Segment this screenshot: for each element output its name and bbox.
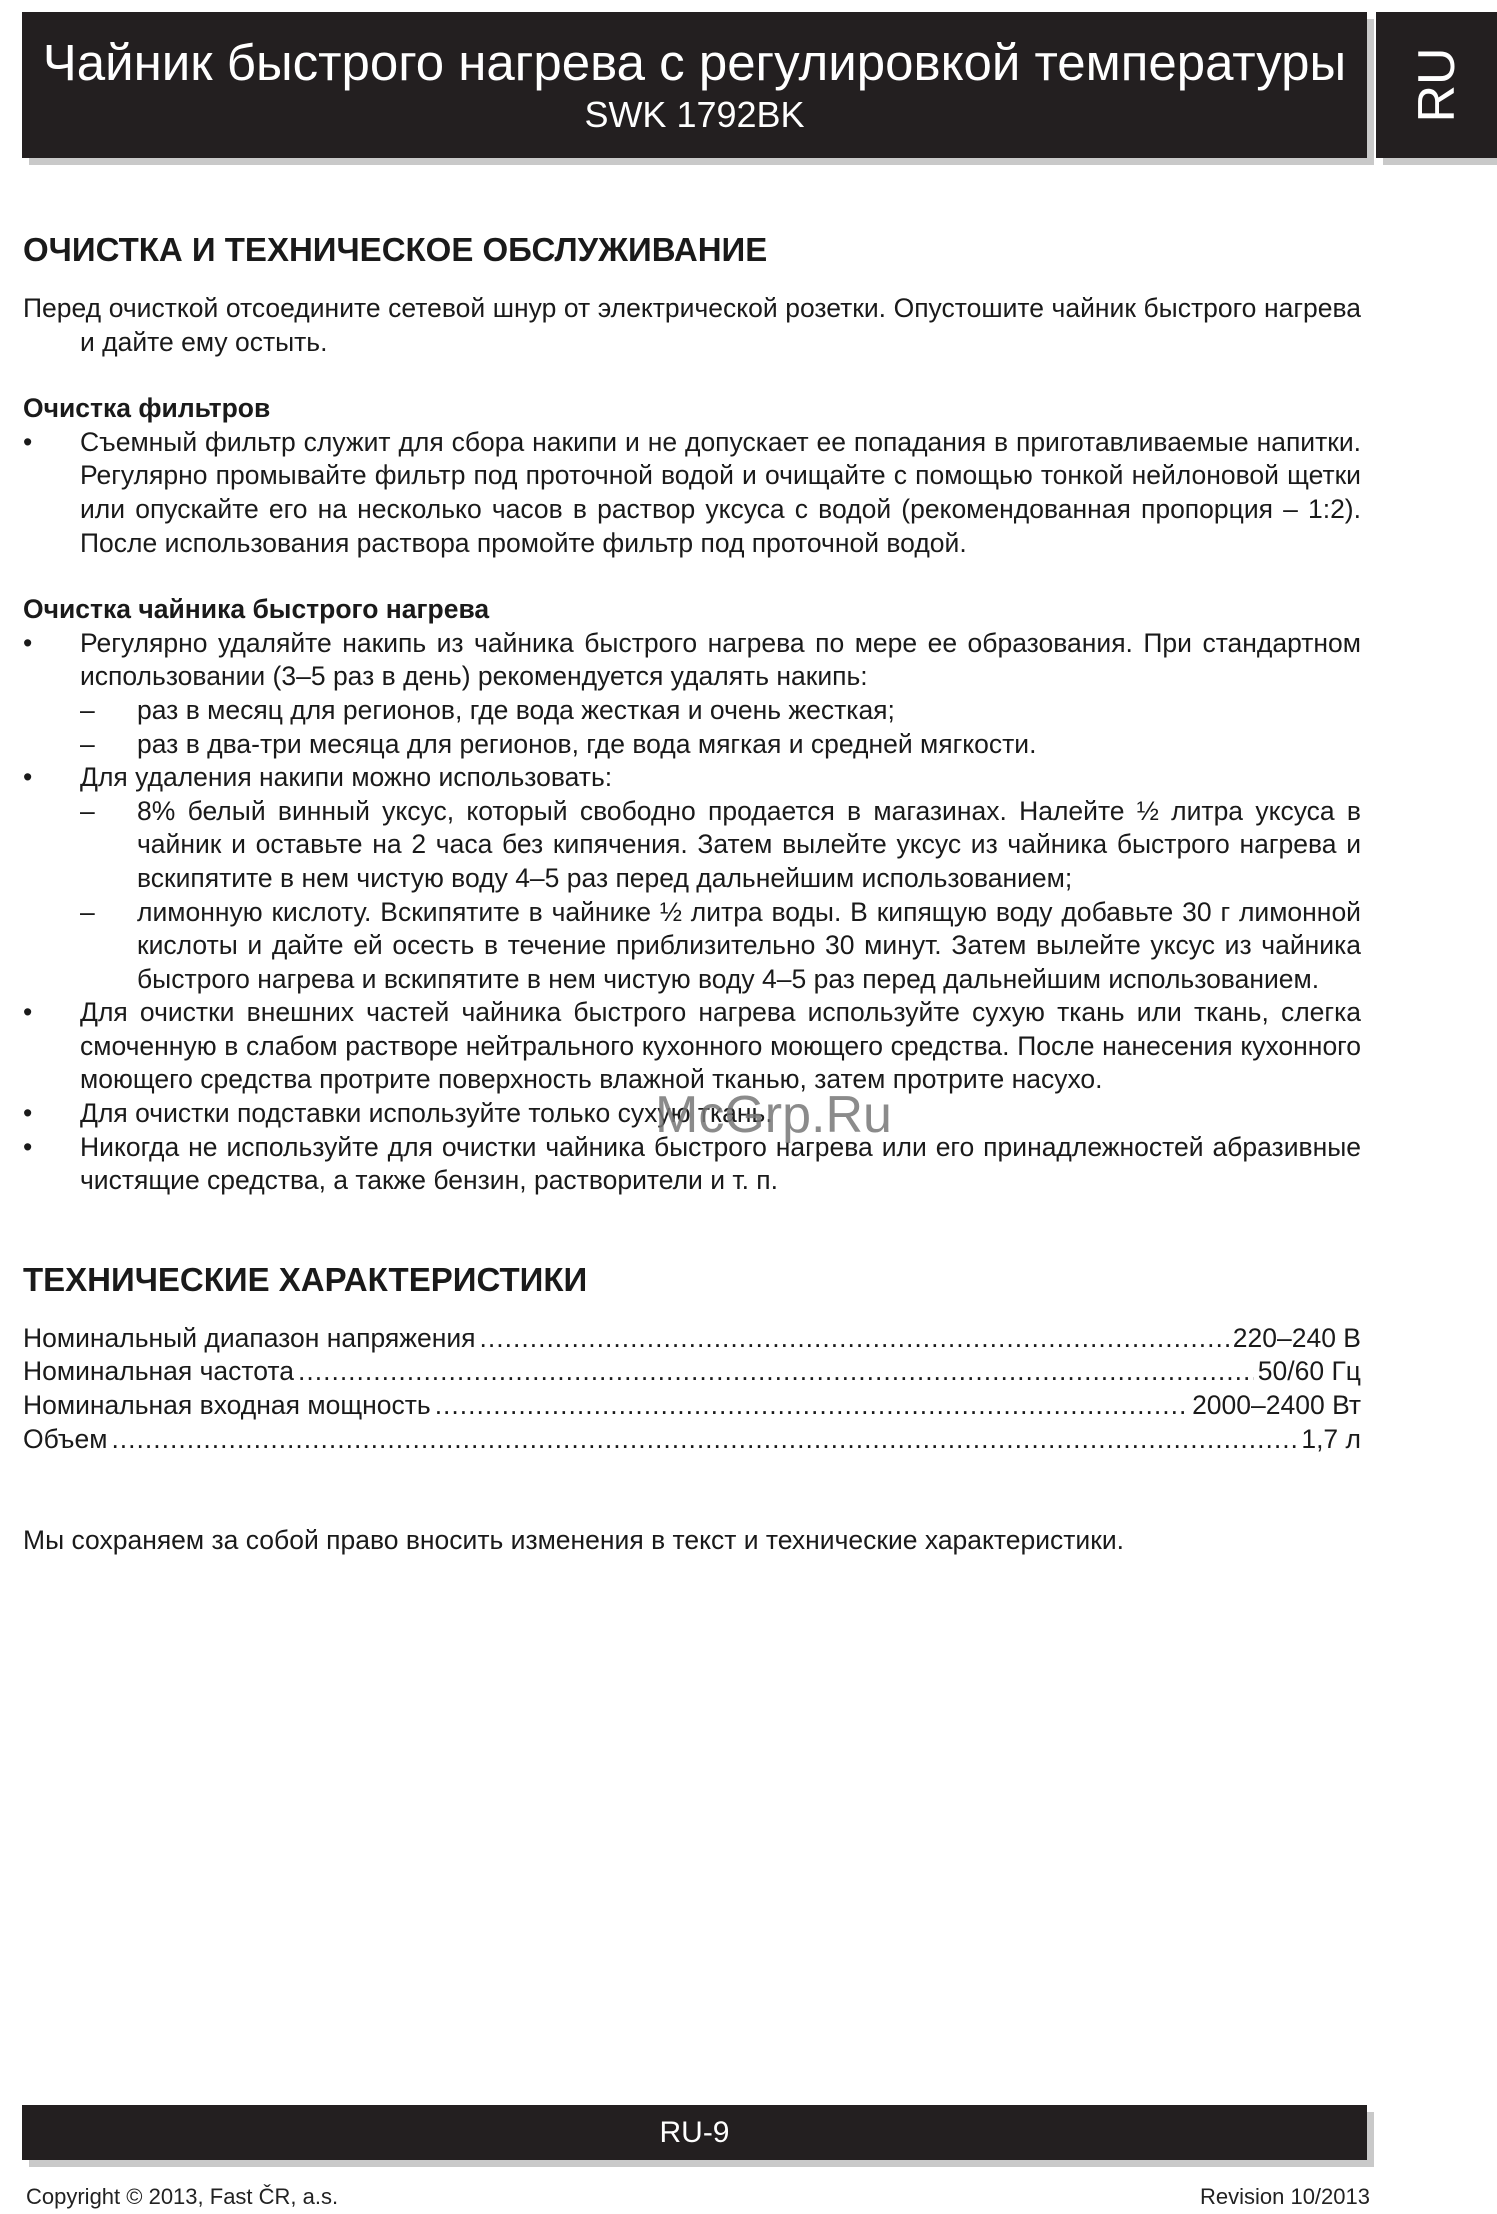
dash-marker: –	[80, 728, 95, 759]
spec-row	[23, 1423, 1361, 1457]
list-item: • Регулярно удаляйте накипь из чайника быстрого нагрева по мере ее образования. При стандартном использовании (3–5 раз в день) рекомендуется удалять накипь: – раз в месяц для регионов, где вода жесткая и очень жесткая; – раз в два-три месяца для регионов, где вода мягкая и средней мягкости.	[23, 627, 1361, 761]
dot-leader	[111, 1423, 1297, 1457]
spec-value: 2000–2400 Вт	[1192, 1390, 1361, 1421]
watermark: McGrp.Ru	[655, 1086, 892, 1144]
dot-leader	[298, 1355, 1254, 1389]
list-item: • Съемный фильтр служит для сбора накипи и не допускает ее попадания в приготавливаемые напитки. Регулярно промывайте фильтр под проточной водой и очищайте с помощью тонкой нейлоновой щетки или опускайте его на несколько часов в раствор уксуса с водой (рекомендованная пропорция – 1:2). После использования раствора промойте фильтр под проточной водой.	[23, 426, 1361, 558]
spec-value: 220–240 В	[1232, 1322, 1361, 1353]
bullet-marker: •	[23, 426, 33, 457]
copyright: Copyright © 2013, Fast ČR, a.s.	[26, 2184, 339, 2209]
revision: Revision 10/2013	[1199, 2184, 1370, 2209]
spec-row	[23, 1355, 1361, 1389]
specs-heading: ТЕХНИЧЕСКИЕ ХАРАКТЕРИСТИКИ	[23, 1260, 588, 1298]
bullet-marker: •	[23, 997, 33, 1028]
document-title: Чайник быстрого нагрева с регулировкой температуры	[42, 34, 1347, 91]
footer-bar	[22, 2105, 1367, 2160]
page-number: RU-9	[659, 2116, 730, 2149]
spec-label: Номинальная входная мощность	[23, 1390, 431, 1421]
dash-marker: –	[80, 694, 95, 725]
spec-value: 1,7 л	[1301, 1423, 1361, 1454]
sub-list-item: – раз в месяц для регионов, где вода жесткая и очень жесткая;	[23, 694, 1361, 728]
list-item: • Для очистки подставки используйте только сухую ткань.	[23, 1097, 1361, 1131]
dot-leader	[435, 1389, 1188, 1423]
spec-label: Объем	[23, 1423, 108, 1454]
bullet-marker: •	[23, 762, 33, 793]
header-bar	[22, 12, 1367, 158]
filters-heading: Очистка фильтров	[23, 393, 271, 424]
list-item: • Для очистки внешних частей чайника быстрого нагрева используйте сухую ткань или ткань, слегка смоченную в слабом растворе нейтрального кухонного моющего средства. После нанесения кухонного моющего средства протрите поверхность влажной тканью, затем протрите насухо.	[23, 997, 1361, 1095]
spec-label: Номинальная частота	[23, 1356, 294, 1387]
sub-list	[80, 694, 1361, 761]
kettle-cleaning-heading: Очистка чайника быстрого нагрева	[23, 594, 490, 625]
page-content	[23, 230, 1361, 1558]
sub-list-item: – 8% белый винный уксус, который свободно продается в магазинах. Налейте ½ литра уксуса в чайник и оставьте на 2 часа без кипячения. Затем вылейте уксус из чайника быстрого нагрева и вскипятите в нем чистую воду 4–5 раз перед дальнейшим использованием;	[80, 795, 1361, 893]
spec-row	[23, 1322, 1361, 1356]
model-number: SWK 1792BK	[584, 93, 805, 135]
language-label: RU	[1407, 47, 1466, 123]
change-notice: Мы сохраняем за собой право вносить изменения в текст и технические характеристики.	[23, 1525, 1124, 1556]
dot-leader	[480, 1322, 1229, 1356]
list-item: • Никогда не используйте для очистки чайника быстрого нагрева или его принадлежностей абразивные чистящие средства, а также бензин, растворители и т. п.	[23, 1131, 1361, 1196]
specs-table	[23, 1322, 1361, 1456]
bullet-marker: •	[23, 1098, 33, 1129]
spec-row	[23, 1389, 1361, 1423]
spec-value: 50/60 Гц	[1257, 1356, 1361, 1387]
filters-list	[23, 426, 1361, 560]
sub-list-item: – лимонную кислоту. Вскипятите в чайнике ½ литра воды. В кипящую воду добавьте 30 г лимонной кислоты и дайте ей осесть в течение приблизительно 30 минут. Затем вылейте уксус из чайника быстрого нагрева и вскипятите в нем чистую воду 4–5 раз перед дальнейшим использованием.	[80, 896, 1361, 994]
language-tab	[1376, 12, 1497, 158]
bullet-marker: •	[23, 1131, 33, 1162]
dash-marker: –	[80, 896, 95, 927]
sub-list	[80, 795, 1361, 997]
dash-marker: –	[80, 795, 95, 826]
spec-label: Номинальный диапазон напряжения	[23, 1322, 476, 1353]
list-item: • Для удаления накипи можно использовать: – 8% белый винный уксус, который свободно продается в магазинах. Налейте ½ литра уксуса в чайник и оставьте на 2 часа без кипячения. Затем вылейте уксус из чайника быстрого нагрева и вскипятите в нем чистую воду 4–5 раз перед дальнейшим использованием; – лимонную кислоту. Вскипятите в чайнике ½ литра воды. В кипящую воду добавьте 30 г лимонной кислоты и дайте ей осесть в течение приблизительно 30 минут. Затем вылейте уксус из чайника быстрого нагрева и вскипятите в нем чистую воду 4–5 раз перед дальнейшим использованием.	[23, 761, 1361, 996]
sub-list-item: – раз в два-три месяца для регионов, где вода мягкая и средней мягкости.	[23, 728, 1361, 762]
cleaning-heading: ОЧИСТКА И ТЕХНИЧЕСКОЕ ОБСЛУЖИВАНИЕ	[23, 231, 768, 268]
cleaning-intro: Перед очисткой отсоедините сетевой шнур от электрической розетки. Опустошите чайник быстрого нагрева и дайте ему остыть.	[23, 293, 1361, 357]
bullet-marker: •	[23, 627, 33, 658]
